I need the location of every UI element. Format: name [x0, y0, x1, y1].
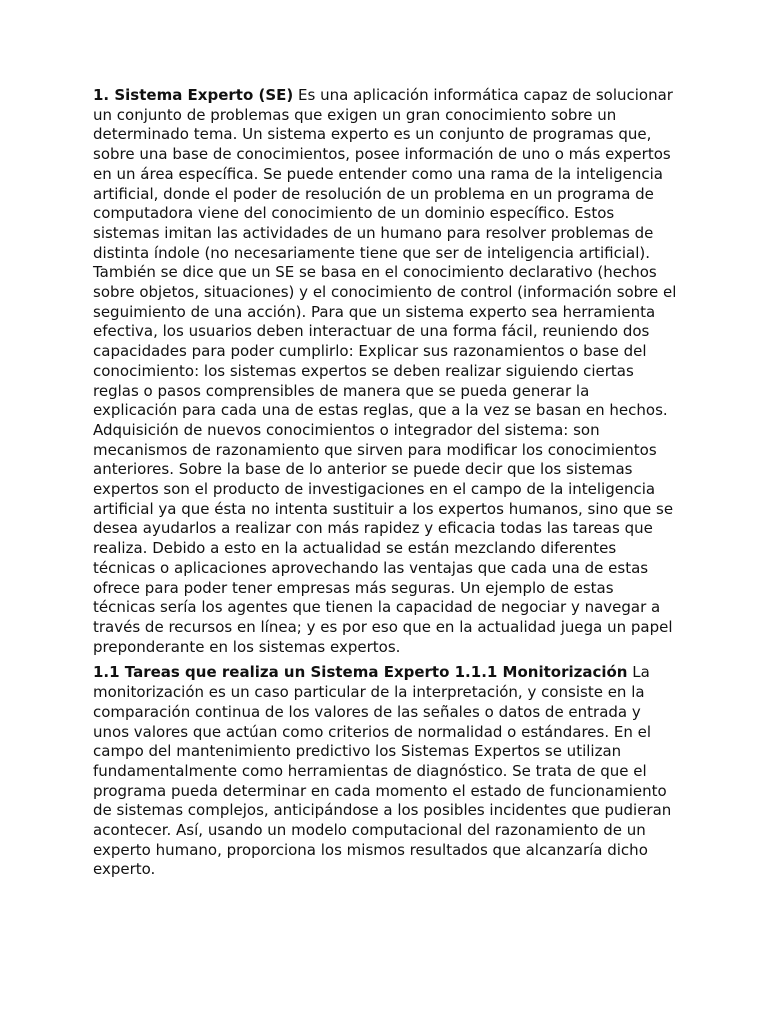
paragraph-sistema-experto: [93, 86, 678, 657]
paragraph-text: La monitorización es un caso particular de la interpretación, y consiste en la comparación continua de los valores de las señales o datos de entrada y unos valores que actúan como criterios de normalidad o estándares. En el campo del mantenimiento predictivo los Sistemas Expertos se utilizan fundamentalmente como herramientas de diagnóstico. Se trata de que el programa pueda determinar en cada momento el estado de funcionamiento de sistemas complejos, anticipándose a los posibles incidentes que pudieran acontecer. Así, usando un modelo computacional del razonamiento de un experto humano, proporciona los mismos resultados que alcanzaría dicho experto.: [93, 663, 672, 879]
document-body: [93, 86, 678, 886]
paragraph-text: Es una aplicación informática capaz de solucionar un conjunto de problemas que exigen un gran conocimiento sobre un determinado tema. Un sistema experto es un conjunto de programas que, sobre una base de conocimientos, posee información de uno o más expertos en un área específica. Se puede entender como una rama de la inteligencia artificial, donde el poder de resolución de un problema en un programa de computadora viene del conocimiento de un dominio específico. Estos sistemas imitan las actividades de un humano para resolver problemas de distinta índole (no necesariamente tiene que ser de inteligencia artificial). También se dice que un SE se basa en el conocimiento declarativo (hechos sobre objetos, situaciones) y el conocimiento de control (información sobre el seguimiento de una acción). Para que un sistema experto sea herramienta efectiva, los usuarios deben interactuar de una forma fácil, reuniendo dos capacidades para poder cumplirlo: Explicar sus razonamientos o base del conocimiento: los sistemas expertos se deben realizar siguiendo ciertas reglas o pasos comprensibles de manera que se pueda generar la explicación para cada una de estas reglas, que a la vez se basan en hechos. Adquisición de nuevos conocimientos o integrador del sistema: son mecanismos de razonamiento que sirven para modificar los conocimientos anteriores. Sobre la base de lo anterior se puede decir que los sistemas expertos son el producto de investigaciones en el campo de la inteligencia artificial ya que ésta no intenta sustituir a los expertos humanos, sino que se desea ayudarlos a realizar con más rapidez y eficacia todas las tareas que realiza. Debido a esto en la actualidad se están mezclando diferentes técnicas o aplicaciones aprovechando las ventajas que cada una de estas ofrece para poder tener empresas más seguras. Un ejemplo de estas técnicas sería los agentes que tienen la capacidad de negociar y navegar a través de recursos en línea; y es por eso que en la actualidad juega un papel preponderante en los sistemas expertos.: [93, 86, 677, 656]
section-heading: 1. Sistema Experto (SE): [93, 86, 294, 104]
section-heading: 1.1 Tareas que realiza un Sistema Experto 1.1.1 Monitorización: [93, 663, 628, 682]
paragraph-tareas: [93, 663, 678, 880]
